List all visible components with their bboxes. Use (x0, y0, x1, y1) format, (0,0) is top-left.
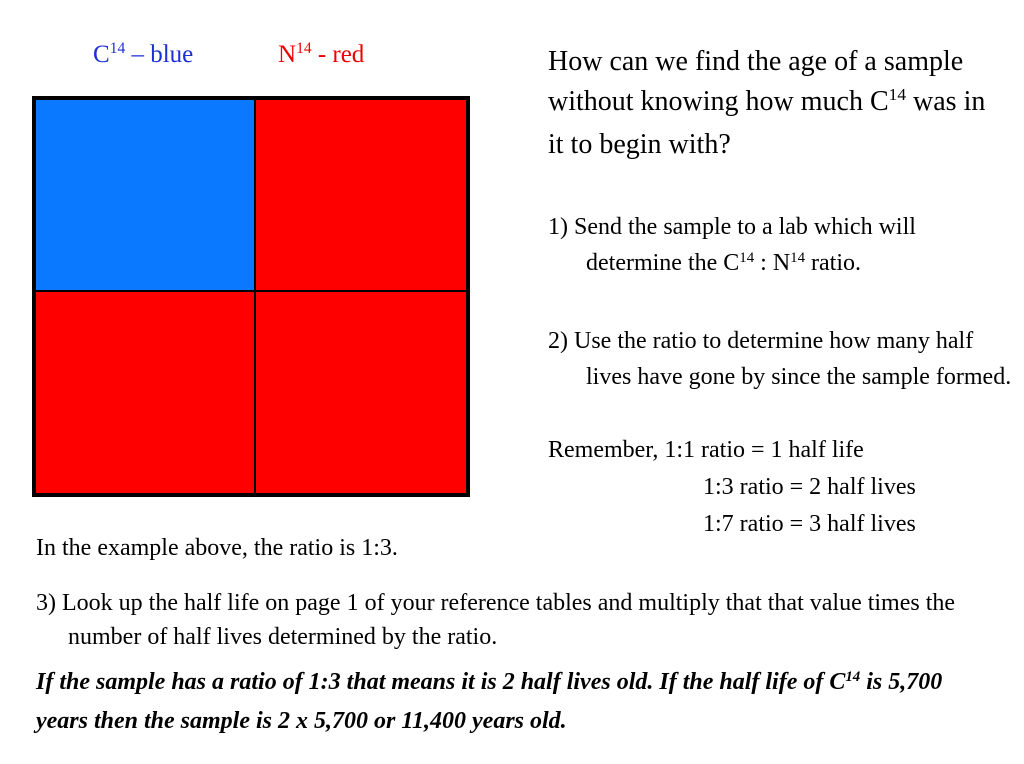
n14-legend-text: - red (311, 41, 365, 68)
step-2 (548, 323, 1016, 395)
question-superscript: 14 (888, 85, 907, 105)
step-2-text: 2) Use the ratio to determine how many half lives have gone by since the sample formed. (548, 328, 1012, 390)
c14-legend-text: – blue (125, 41, 194, 68)
conclusion-text (36, 664, 986, 739)
step-1-superscript-1: 14 (739, 249, 755, 266)
question-part-1: How can we find the age of a sample without knowing how much C (548, 46, 964, 117)
legend-n14-red (278, 40, 364, 73)
step-3 (36, 586, 1018, 654)
c14-symbol: C (93, 41, 110, 68)
step-1-part-2: : N (754, 250, 791, 276)
question-part-2: was in it to begin with? (548, 86, 986, 160)
remember-line-3: 1:7 ratio = 3 half lives (703, 511, 916, 537)
step-1 (548, 209, 1016, 284)
grid-cell-top-right (256, 100, 466, 290)
c14-mass-number: 14 (109, 40, 126, 58)
step-3-text: 3) Look up the half life on page 1 of your reference tables and multiply that that value times the number of half lives determined by the ratio. (36, 590, 956, 650)
legend-c14-blue (93, 40, 193, 73)
conclusion-part-2: is 5,700 years then the sample is 2 x 5,700 or 11,400 years old. (36, 669, 943, 734)
step-1-part-3: ratio. (805, 250, 862, 276)
remember-line-2: 1:3 ratio = 2 half lives (703, 474, 916, 500)
question-heading (548, 42, 988, 165)
example-ratio-text: In the example above, the ratio is 1:3. (36, 535, 398, 561)
conclusion-part-1: If the sample has a ratio of 1:3 that means it is 2 half lives old. If the half life of C (36, 669, 846, 695)
remember-line-1: Remember, 1:1 ratio = 1 half life (548, 437, 864, 463)
n14-mass-number: 14 (296, 40, 312, 58)
conclusion-superscript: 14 (845, 668, 861, 685)
grid-cell-bottom-left (36, 292, 254, 493)
grid-cell-top-left (36, 100, 254, 290)
remember-block (548, 432, 988, 543)
step-1-superscript-2: 14 (790, 249, 806, 266)
grid-cell-bottom-right (256, 292, 466, 493)
ratio-grid-diagram (32, 96, 470, 497)
n14-symbol: N (278, 41, 297, 68)
step-1-part-1: 1) Send the sample to a lab which will determine the C (548, 214, 916, 276)
